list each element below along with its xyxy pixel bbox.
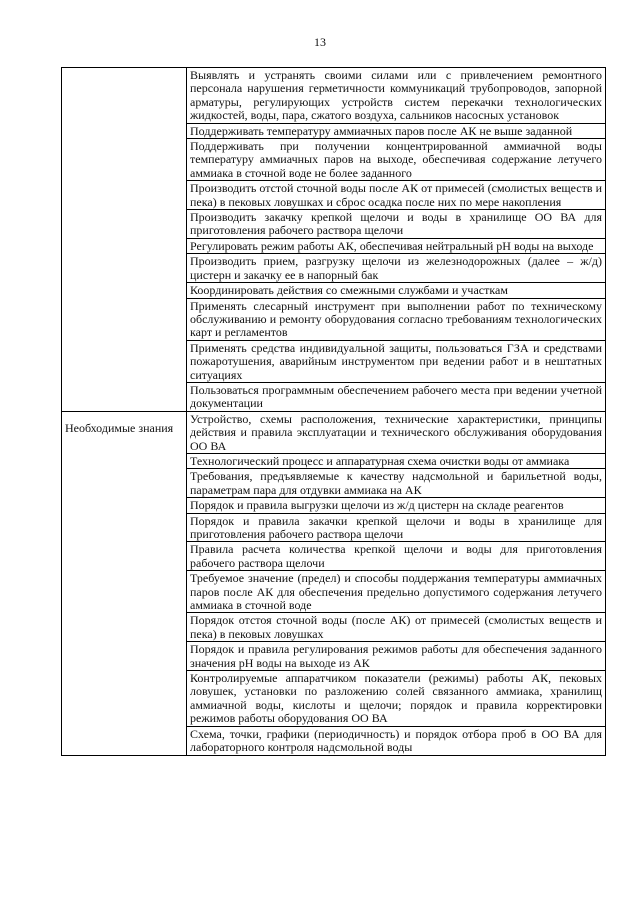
table-row bbox=[62, 68, 606, 124]
table-cell-item: Применять средства индивидуальной защиты, пользоваться ГЗА и средствами пожаротушения, аварийным инструментом при ведении работ и в нештатных ситуациях bbox=[187, 340, 606, 382]
table-row bbox=[62, 411, 606, 453]
table-cell-item: Схема, точки, графики (периодичность) и порядок отбора проб в ОО ВА для лабораторного контроля надсмольной воды bbox=[187, 726, 606, 755]
table-cell-item: Координировать действия со смежными службами и участкам bbox=[187, 283, 606, 298]
table-cell-item: Устройство, схемы расположения, технические характеристики, принципы действия и правила эксплуатации и технического обслуживания оборудования ОО ВА bbox=[187, 411, 606, 453]
table-cell-item: Порядок и правила регулирования режимов работы для обеспечения заданного значения pH воды на выходе из АК bbox=[187, 642, 606, 671]
table-cell-item: Выявлять и устранять своими силами или с привлечением ремонтного персонала нарушения герметичности коммуникаций трубопроводов, запорной арматуры, регулирующих устройств систем перекачки технологических жидкостей, воды, пара, сжатого воздуха, сальников насосных установок bbox=[187, 68, 606, 124]
table-cell-item: Порядок и правила закачки крепкой щелочи и воды в хранилище для приготовления рабочего раствора щелочи bbox=[187, 513, 606, 542]
section-label-skills bbox=[62, 68, 187, 412]
table-cell-item: Поддерживать температуру аммиачных паров после АК не выше заданной bbox=[187, 123, 606, 138]
table-cell-item: Порядок и правила выгрузки щелочи из ж/д цистерн на складе реагентов bbox=[187, 498, 606, 513]
table-cell-item: Требуемое значение (предел) и способы поддержания температуры аммиачных паров после АК для обеспечения предельно допустимого содержания летучего аммиака в сточной воде bbox=[187, 571, 606, 613]
table-cell-item: Производить закачку крепкой щелочи и воды в хранилище ОО ВА для приготовления рабочего раствора щелочи bbox=[187, 210, 606, 239]
table-cell-item: Пользоваться программным обеспечением рабочего места при ведении учетной документации bbox=[187, 382, 606, 411]
table-cell-item: Производить отстой сточной воды после АК от примесей (смолистых веществ и пека) в пековых ловушках и сброс осадка после них по мере накопления bbox=[187, 181, 606, 210]
table-cell-item: Регулировать режим работы АК, обеспечивая нейтральный pH воды на выходе bbox=[187, 238, 606, 253]
table-cell-item: Требования, предъявляемые к качеству надсмольной и барильетной воды, параметрам пара для отдувки аммиака на АК bbox=[187, 469, 606, 498]
table-cell-item: Поддерживать при получении концентрированной аммиачной воды температуру аммиачных паров на выходе, обеспечивая содержание летучего аммиака в сточной воде не более заданного bbox=[187, 139, 606, 181]
page-number: 13 bbox=[314, 35, 326, 49]
requirements-table bbox=[61, 67, 606, 756]
table-cell-item: Правила расчета количества крепкой щелочи и воды для приготовления рабочего раствора щелочи bbox=[187, 542, 606, 571]
table-cell-item: Контролируемые аппаратчиком показатели (режимы) работы АК, пековых ловушек, установки по разложению солей связанного аммиака, хранилищ аммиачной воды, кислоты и щелочи; порядок и правила корректировки режимов работы оборудования ОО ВА bbox=[187, 671, 606, 727]
table-cell-item: Порядок отстоя сточной воды (после АК) от примесей (смолистых веществ и пека) в пековых ловушках bbox=[187, 613, 606, 642]
table-cell-item: Производить прием, разгрузку щелочи из железнодорожных (далее – ж/д) цистерн и закачку ее в напорный бак bbox=[187, 254, 606, 283]
table-cell-item: Технологический процесс и аппаратурная схема очистки воды от аммиака bbox=[187, 453, 606, 468]
table-cell-item: Применять слесарный инструмент при выполнении работ по техническому обслуживанию и ремонту оборудования согласно требованиям технологических карт и регламентов bbox=[187, 298, 606, 340]
section-label-knowledge: Необходимые знания bbox=[62, 411, 187, 755]
